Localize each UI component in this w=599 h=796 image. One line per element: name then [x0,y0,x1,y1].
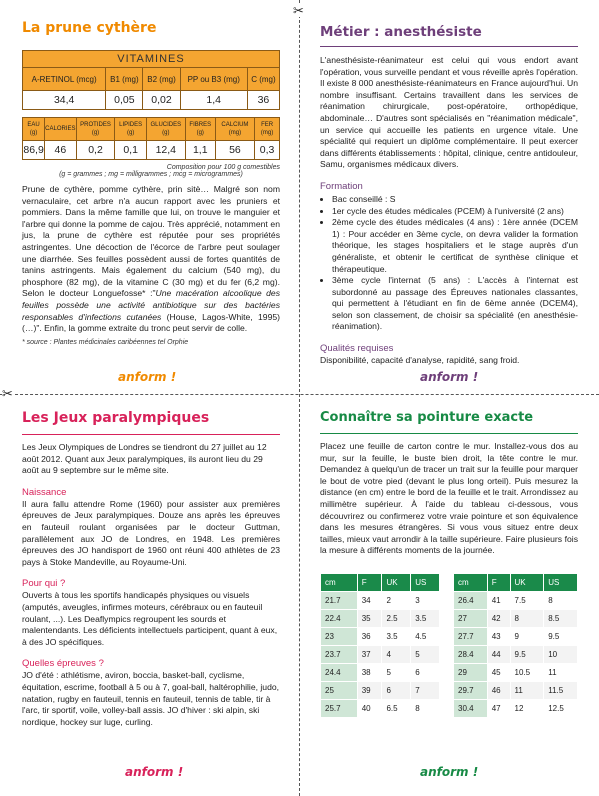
col-header: UK [510,573,544,591]
table-row: 28.4 44 9.5 10 [454,645,578,663]
table-row: 24.4 38 5 6 [321,663,440,681]
table-row: 22.4 35 2.5 3.5 [321,609,440,627]
pointure-panel [320,410,578,718]
col-header: PROTIDES (g) [76,118,115,141]
jeux-title: Les Jeux paralympiques [22,410,210,426]
cell: 0,05 [106,91,143,110]
cell: 0,3 [255,141,280,160]
source-note: * source : Plantes médicinales caribéennes tel Orphie [22,338,189,346]
cell: 34,4 [23,91,106,110]
vitamins-header: VITAMINES [23,51,280,68]
table-row: 26.4 41 7.5 8 [454,591,578,609]
minerals-table [22,117,280,160]
cell: 46 [45,141,76,160]
prune-title: La prune cythère [22,20,157,36]
size-table-right [453,573,578,718]
prune-panel [22,20,280,346]
naissance-text: Il aura fallu attendre Rome (1960) pour assister aux premières épreuves de Jeux paralympiques. Douze ans après les épreuves en fauteuil roulant organisées par le docteur Guttman, parallèlement aux JO de Londres, en 1948. Les premières épreuves des JO handisport de 1960 ont réuni 400 athlètes de 23 pays à Stoke Mandeville, au Royaume-Uni. [22,498,280,567]
anform-logo: anform ! [125,765,184,779]
scissors-icon: ✂ [293,3,304,18]
cell: 0,02 [143,91,180,110]
pourqui-heading: Pour qui ? [22,578,66,590]
col-header: C (mg) [247,68,279,91]
horizontal-cut-line [0,394,599,395]
col-header: B1 (mg) [106,68,143,91]
col-header: US [411,573,440,591]
scissors-icon: ✂ [2,386,13,401]
table-row: 29 45 10.5 11 [454,663,578,681]
cell: 1,4 [180,91,247,110]
table-row: 29.7 46 11 11.5 [454,681,578,699]
anform-logo: anform ! [118,370,177,384]
list-item: • 2ème cycle des études médicales (4 ans) : 1ère année (DCEM 1) : Pour accéder en 3ème cycle, on devra valider la formation théorique, les stages hospitaliers et le stage auprès d'un généraliste, et obtenir le certificat de synthèse clinique et thérapeutique. [332,217,578,275]
vitamins-table [22,50,280,110]
size-tables [320,573,578,718]
anform-logo: anform ! [420,765,479,779]
metier-body: L'anesthésiste-réanimateur est celui qui vous endort avant l'opération, vous surveille pendant et vous réveille après l'opération. Il existe 8 000 anesthésiste-réanimateurs en France aujourd'hui. Un nombre insuffisant. Certains travaillent dans les services de réanimation chirurgicale, post-opératoire, orthopédique, abdominale… D'autres sont spécialisés en "réanimation médicale", un service qui accueille les patients en urgence vitale. Une spécialité qui requiert un diplôme complémentaire. Il peut exercer dans différents établissements : hôpital, clinique, centre antidouleur, Samu, organismes médicaux divers. [320,55,578,170]
vertical-cut-line [299,0,300,796]
col-header: F [357,573,382,591]
epreuves-heading: Quelles épreuves ? [22,658,104,670]
col-header: LIPIDES (g) [115,118,146,141]
naissance-heading: Naissance [22,486,67,498]
col-header: F [487,573,510,591]
cell: 36 [247,91,279,110]
col-header: EAU (g) [23,118,45,141]
col-header: UK [382,573,411,591]
cell: 12,4 [146,141,185,160]
vitamins-values [23,91,280,110]
table-row: 25 39 6 7 [321,681,440,699]
pointure-body: Placez une feuille de carton contre le mur. Installez-vous dos au mur, sur la feuille, le buste bien droit, la tête contre le mur. Demandez à quelqu'un de tracer un trait sur la feuille pour marquer le bout de votre pied (devant le plus long orteil). Puis mesurez la distance (en cm) entre le bord de la feuille et le trait. Arrondissez au millimètre supérieur. À l'aide du tableau ci-dessous, vous découvrirez ou confirmerez votre vraie pointure et son équivalence dans les mesures étrangères. Si vous vous situez entre deux tailles, mieux vaut arrondir à la taille supérieure. Faire plusieurs fois la mesure à différents moments de la journée. [320,441,578,556]
table-header-row [321,573,440,591]
col-header: PP ou B3 (mg) [180,68,247,91]
jeux-panel [22,410,280,728]
col-header: cm [454,573,488,591]
table-row: 21.7 34 2 3 [321,591,440,609]
size-table-left [320,573,440,718]
col-header: A-RETINOL (mcg) [23,68,106,91]
list-item: • Bac conseillé : S [332,194,578,206]
formation-heading: Formation [320,180,363,192]
units-note: (g = grammes ; mg = milligrammes ; mcg = microgrammes) [59,171,243,178]
col-header: B2 (mg) [143,68,180,91]
metier-panel [320,24,578,367]
formation-list [320,194,578,333]
table-row: 25.7 40 6.5 8 [321,699,440,717]
table-row: 23.7 37 4 5 [321,645,440,663]
col-header: cm [321,573,358,591]
minerals-columns [23,118,280,141]
pointure-title: Connaître sa pointure exacte [320,410,534,425]
col-header: CALCIUM (mg) [215,118,254,141]
cell: 1,1 [185,141,215,160]
table-row: 27.7 43 9 9.5 [454,627,578,645]
prune-body: Prune de cythère, pomme cythère, prin sitè… Malgré son nom vernaculaire, cet arbre n'a aucun rapport avec les pruniers et pommiers. Dans la même famille que lui, on trouve le manguier et l'arbre qui donne la pomme de cajou. Très apprécié, notamment en jus, la prune de cythère est réputée pour ses propriétés astringentes. Une décoction de l'écorce de l'arbre peut soulager une diarrhée. Ses feuilles possèdent aussi de fortes quantités de tanins astringents. Mais également du calcium (540 mg), du phosphore (82 mg), de la vitamine C (30 mg) et du fer (6,2 mg). Selon le docteur Longuefosse* :"Une macération alcoolique des feuilles possède une activité antibiotique sur des bactéries responsables d'infections cutanées (House, Lagos-White, 1995) (…)". Enfin, la gomme extraite du tronc peut servir de colle. [22,184,281,334]
table-row: 30.4 47 12 12.5 [454,699,578,717]
qualites-heading: Qualités requises [320,343,394,355]
minerals-values [23,141,280,160]
cell: 0,2 [76,141,115,160]
cell: 56 [215,141,254,160]
col-header: CALORIES [45,118,76,141]
cell: 0,1 [115,141,146,160]
cell: 86,9 [23,141,45,160]
vitamins-columns [23,68,280,91]
epreuves-text: JO d'été : athlétisme, aviron, boccia, basket-ball, cyclisme, équitation, escrime, football à 5 ou à 7, goal-ball, haltérophilie, judo, natation, rugby en fauteuil, tennis en fauteuil, tennis de table, tir à l'arc, tir sportif, voile, volley-ball assis. JO d'hiver : ski alpin, ski nordique, hockey sur luge, curling. [22,670,280,727]
list-item: • 1er cycle des études médicales (PCEM) à l'université (2 ans) [332,206,578,218]
anform-logo: anform ! [420,370,479,384]
col-header: FIBRES (g) [185,118,215,141]
pourqui-text: Ouverts à tous les sportifs handicapés physiques ou visuels (amputés, aveugles, infirmes moteurs, cérébraux ou en fauteuil roulant, ...). Les Deaflympics regroupent les sourds et malentendants. Les déficients intellectuels participent, quant à eux, à des JO spécifiques. [22,590,278,647]
col-header: US [544,573,578,591]
col-header: GLUCIDES (g) [146,118,185,141]
table-row: 27 42 8 8.5 [454,609,578,627]
col-header: FER (mg) [255,118,280,141]
metier-title: Métier : anesthésiste [320,24,482,40]
jeux-intro: Les Jeux Olympiques de Londres se tiendront du 27 juillet au 12 août 2012. Quant aux Jeux paralympiques, ils auront lieu du 29 août au 9 septembre sur le même site. [22,442,267,476]
qualites-text: Disponibilité, capacité d'analyse, rapidité, sang froid. [320,355,520,366]
list-item: • 3ème cycle l'internat (5 ans) : L'accès à l'internat est subordonné au passage des Épreuves nationales classantes, qui permettent à l'étudiant en fin de 6ème année (DCEM4), selon son classement, de choisir sa spécialité (en anesthésie-réanimation). [332,275,578,333]
table-header-row [454,573,578,591]
table-row: 23 36 3.5 4.5 [321,627,440,645]
composition-note: Composition pour 100 g comestibles [166,164,280,171]
